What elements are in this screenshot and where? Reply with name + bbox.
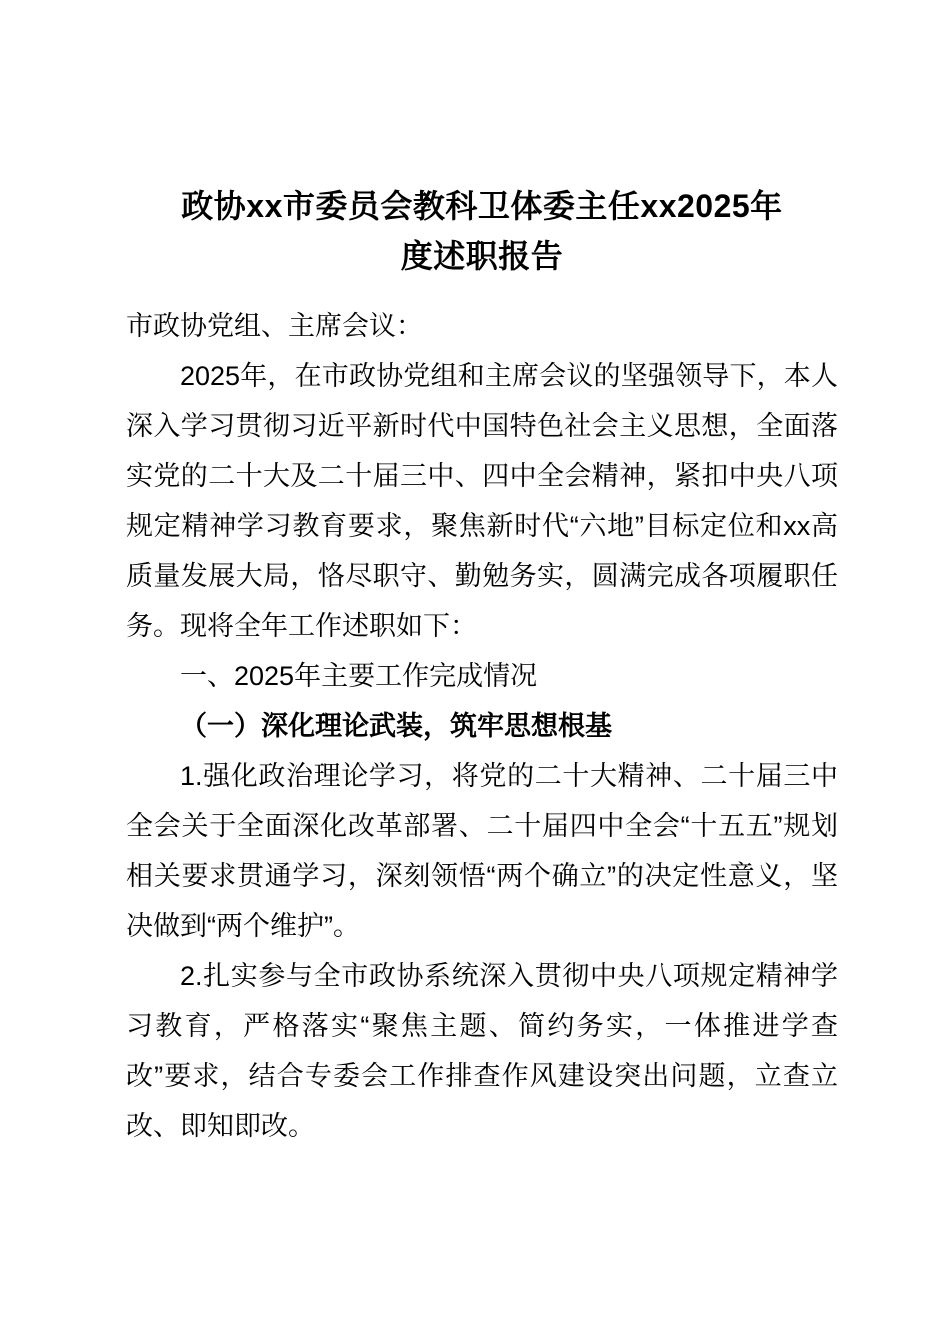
salutation-line: 市政协党组、主席会议： (126, 311, 423, 341)
document-title-line-2: 度述职报告 (400, 238, 564, 274)
document-title-line-1: 政协xx市委员会教科卫体委主任xx2025年 (181, 188, 783, 224)
section-heading-main-work: 一、2025年主要工作完成情况 (180, 661, 538, 691)
subsection-heading-theory: （一）深化理论武装，筑牢思想根基 (180, 711, 612, 741)
paragraph-item-2: 2.扎实参与全市政协系统深入贯彻中央八项规定精神学习教育，严格落实“聚焦主题、简约务实，一体推进学查改”要求，结合专委会工作排查作风建设突出问题，立查立改、即知即改。 (126, 961, 838, 1141)
paragraph-item-1: 1.强化政治理论学习，将党的二十大精神、二十届三中全会关于全面深化改革部署、二十届四中全会“十五五”规划相关要求贯通学习，深刻领悟“两个确立”的决定性意义，坚决做到“两个维护”。 (126, 761, 838, 941)
paragraph-intro: 2025年，在市政协党组和主席会议的坚强领导下，本人深入学习贯彻习近平新时代中国特色社会主义思想，全面落实党的二十大及二十届三中、四中全会精神，紧扣中央八项规定精神学习教育要求，聚焦新时代“六地”目标定位和xx高质量发展大局，恪尽职守、勤勉务实，圆满完成各项履职任务。现将全年工作述职如下： (126, 361, 838, 641)
document-title (126, 181, 838, 281)
